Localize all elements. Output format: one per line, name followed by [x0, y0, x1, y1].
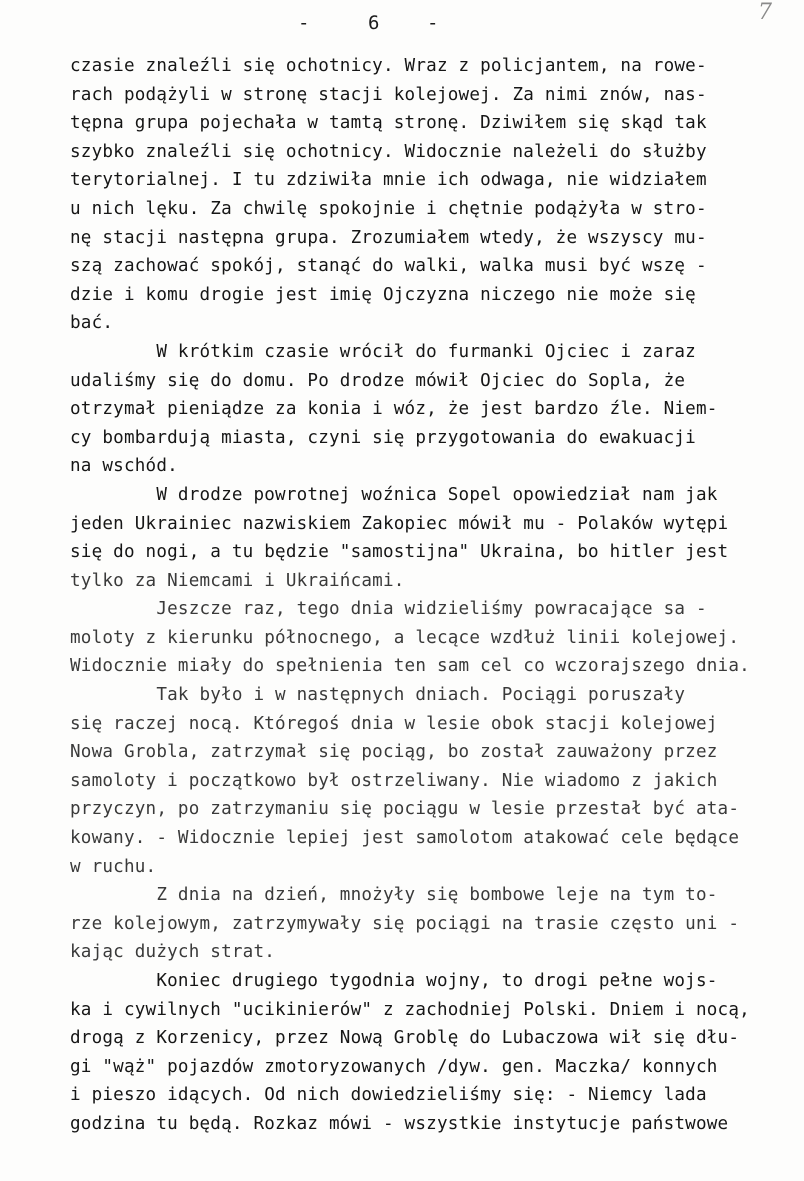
text-line: Jeszcze raz, tego dnia widzieliśmy powracające sa -	[70, 599, 707, 620]
text-line: Z dnia na dzień, mnożyły się bombowe leje na tym to-	[70, 885, 718, 906]
header-dash-right: -	[427, 12, 439, 34]
header-dash-left: -	[298, 12, 310, 34]
text-line: bać.	[70, 313, 114, 334]
text-line: Widocznie miały do spełnienia ten sam cel co wczorajszego dnia.	[70, 656, 750, 677]
page-number: 6	[368, 12, 380, 34]
text-line: tylko za Niemcami i Ukraińcami.	[70, 570, 405, 591]
text-line: jeden Ukrainiec nazwiskiem Zakopiec mówił mu - Polaków wytępi	[70, 513, 729, 534]
text-line: i pieszo idących. Od nich dowiedzieliśmy się: - Niemcy lada	[70, 1085, 707, 1106]
text-line: gi "wąż" pojazdów zmotoryzowanych /dyw. gen. Maczka/ konnych	[70, 1056, 718, 1077]
document-body	[70, 52, 770, 1139]
text-line: Koniec drugiego tygodnia wojny, to drogi pełne wojs-	[70, 971, 718, 991]
text-line: terytorialnej. I tu zdziwiła mnie ich odwaga, nie widziałem	[70, 170, 707, 191]
text-line: Tak było i w następnych dniach. Pociągi poruszały	[70, 685, 686, 706]
text-line: drogą z Korzenicy, przez Nową Groblę do Lubaczowa wił się dłu-	[70, 1028, 740, 1049]
text-line: szybko znaleźli się ochotnicy. Widocznie należeli do służby	[70, 141, 707, 162]
text-line: kając dużych strat.	[70, 942, 276, 963]
text-line: W krótkim czasie wrócił do furmanki Ojciec i zaraz	[70, 341, 696, 362]
text-line: u nich lęku. Za chwilę spokojnie i chętnie podążyła w stro-	[70, 198, 707, 219]
text-line: dzie i komu drogie jest imię Ojczyzna niczego nie może się	[70, 284, 696, 305]
text-line: otrzymał pieniądze za konia i wóz, że jest bardzo źle. Niem-	[70, 399, 718, 420]
text-line: moloty z kierunku północnego, a lecące wzdłuż linii kolejowej.	[70, 627, 740, 648]
text-line: szą zachować spokój, stanąć do walki, walka musi być wszę -	[70, 256, 707, 277]
text-line: kowany. - Widocznie lepiej jest samolotom atakować cele będące	[70, 828, 740, 849]
text-line: przyczyn, po zatrzymaniu się pociągu w lesie przestał być ata-	[70, 799, 740, 820]
text-line: na wschód.	[70, 456, 178, 477]
text-line: cy bombardują miasta, czyni się przygotowania do ewakuacji	[70, 427, 696, 448]
text-line: się raczej nocą. Któregoś dnia w lesie obok stacji kolejowej	[70, 713, 718, 734]
text-line: w ruchu.	[70, 856, 157, 877]
text-line: ka i cywilnych "ucikinierów" z zachodniej Polski. Dniem i nocą,	[70, 999, 750, 1020]
text-line: W drodze powrotnej woźnica Sopel opowiedział nam jak	[70, 484, 718, 505]
page-header	[0, 8, 804, 38]
text-line: rach podążyli w stronę stacji kolejowej. Za nimi znów, nas-	[70, 84, 707, 105]
text-line: Nowa Grobla, zatrzymał się pociąg, bo został zauważony przez	[70, 742, 718, 763]
handwritten-page-mark: 7	[758, 0, 772, 25]
text-line: czasie znaleźli się ochotnicy. Wraz z policjantem, na rowe-	[70, 56, 707, 76]
text-line: nę stacji następna grupa. Zrozumiałem wtedy, że wszyscy mu-	[70, 227, 707, 248]
text-line: udaliśmy się do domu. Po drodze mówił Ojciec do Sopla, że	[70, 370, 686, 391]
text-line: się do nogi, a tu będzie "samostijna" Ukraina, bo hitler jest	[70, 542, 729, 563]
text-line: godzina tu będą. Rozkaz mówi - wszystkie instytucje państwowe	[70, 1113, 729, 1134]
text-line: rze kolejowym, zatrzymywały się pociągi na trasie często uni -	[70, 913, 740, 934]
text-line: tępna grupa pojechała w tamtą stronę. Dziwiłem się skąd tak	[70, 113, 707, 134]
text-line: samoloty i początkowo był ostrzeliwany. Nie wiadomo z jakich	[70, 770, 718, 791]
